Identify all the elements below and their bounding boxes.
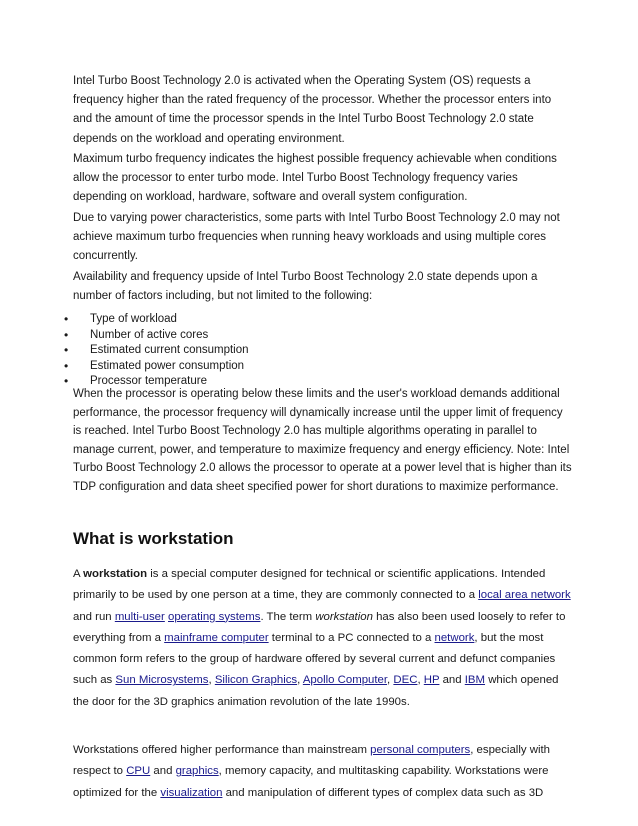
paragraph-availability: Availability and frequency upside of Intel Turbo Boost Technology 2.0 state depends upon a number of factors including, but not limited to the following:: [73, 271, 538, 303]
paragraph-operating-below-limits: When the processor is operating below these limits and the user's workload demands additional performance, the processor frequency will dynamically increase until the upper limit of frequency is reached. Intel Turbo Boost Technology 2.0 has multiple algorithms operating in parallel to manage current, power, and temperature to maximize frequency and energy efficiency. Note: Intel Turbo Boost Technology 2.0 allows the processor to operate at a power level that is higher than its TDP configuration and data sheet specified power for short durations to maximize performance.: [73, 388, 572, 493]
paragraph-power-characteristics: Due to varying power characteristics, some parts with Intel Turbo Boost Technology 2.0 may not achieve maximum turbo frequencies when running heavy workloads and using multiple cores concurrently.: [73, 212, 560, 263]
paragraph-turbo-activation: Intel Turbo Boost Technology 2.0 is activated when the Operating System (OS) requests a frequency higher than the rated frequency of the processor. Whether the processor enters into and the amount of time the processor spends in the Intel Turbo Boost Technology 2.0 state depends on the workload and operating environment.: [73, 75, 552, 145]
list-item: • Estimated current consumption: [64, 343, 249, 359]
link-apollo-computer[interactable]: Apollo Computer: [302, 674, 388, 687]
link-cpu[interactable]: CPU: [126, 765, 151, 778]
link-silicon-graphics[interactable]: Silicon Graphics: [214, 674, 298, 687]
link-visualization[interactable]: visualization: [160, 786, 223, 799]
text-run: and: [150, 765, 176, 778]
bold-term: workstation: [83, 568, 148, 580]
link-hp[interactable]: HP: [423, 674, 440, 687]
text-run: terminal to a PC connected to a: [268, 631, 435, 644]
text-run: ,: [417, 674, 424, 687]
text-run: , but the most common form refers to the group of hardware offered by several current and defunct companies such as: [73, 631, 556, 687]
link-ibm[interactable]: IBM: [464, 674, 486, 687]
list-item: • Type of workload: [64, 312, 249, 328]
link-local-area-network[interactable]: local area network: [478, 589, 571, 602]
text-run: ,: [297, 674, 303, 687]
link-mainframe-computer[interactable]: mainframe computer: [164, 631, 269, 644]
list-item: • Number of active cores: [64, 328, 249, 344]
text-run: and manipulation of different types of complex data such as 3D: [222, 786, 544, 799]
link-personal-computers[interactable]: personal computers: [370, 744, 471, 756]
text-run: ,: [208, 674, 215, 687]
link-operating-systems[interactable]: operating systems: [168, 610, 261, 623]
text-run: , especially with respect to: [73, 744, 550, 778]
list-item: • Estimated power consumption: [64, 359, 249, 375]
text-run: ,: [387, 674, 394, 687]
link-graphics[interactable]: graphics: [175, 765, 219, 778]
text-run: and run: [73, 610, 115, 623]
link-dec[interactable]: DEC: [393, 674, 418, 687]
paragraph-max-turbo-frequency: Maximum turbo frequency indicates the highest possible frequency achievable when conditions allow the processor to enter turbo mode. Intel Turbo Boost Technology frequency varies depending on workload, hardware, software and overall system configuration.: [73, 153, 557, 204]
text-run: . The term: [260, 610, 316, 623]
section-heading: What is workstation: [73, 529, 234, 548]
text-run: and: [439, 674, 465, 687]
paragraph-workstation-performance: [73, 740, 573, 804]
link-multi-user[interactable]: multi-user: [114, 610, 165, 623]
text-run: A: [73, 568, 84, 580]
text-run: has also been used loosely to refer to everything from a: [73, 610, 566, 644]
link-network[interactable]: network: [434, 631, 475, 644]
text-run: Workstations offered higher performance than mainstream: [73, 744, 371, 756]
text-run: which opened the door for the 3D graphics animation revolution of the late 1990s.: [73, 674, 559, 708]
italic-term: workstation: [315, 610, 373, 623]
text-run: is a special computer designed for technical or scientific applications. Intended primarily to be used by one person at a time, they are commonly connected to a: [73, 568, 546, 602]
factor-list: [64, 312, 249, 390]
link-sun-microsystems[interactable]: Sun Microsystems: [115, 674, 209, 687]
paragraph-workstation-definition: [73, 564, 573, 713]
list-item: • Processor temperature: [64, 374, 249, 390]
text-run: , memory capacity, and multitasking capability. Workstations were optimized for the: [73, 765, 549, 799]
